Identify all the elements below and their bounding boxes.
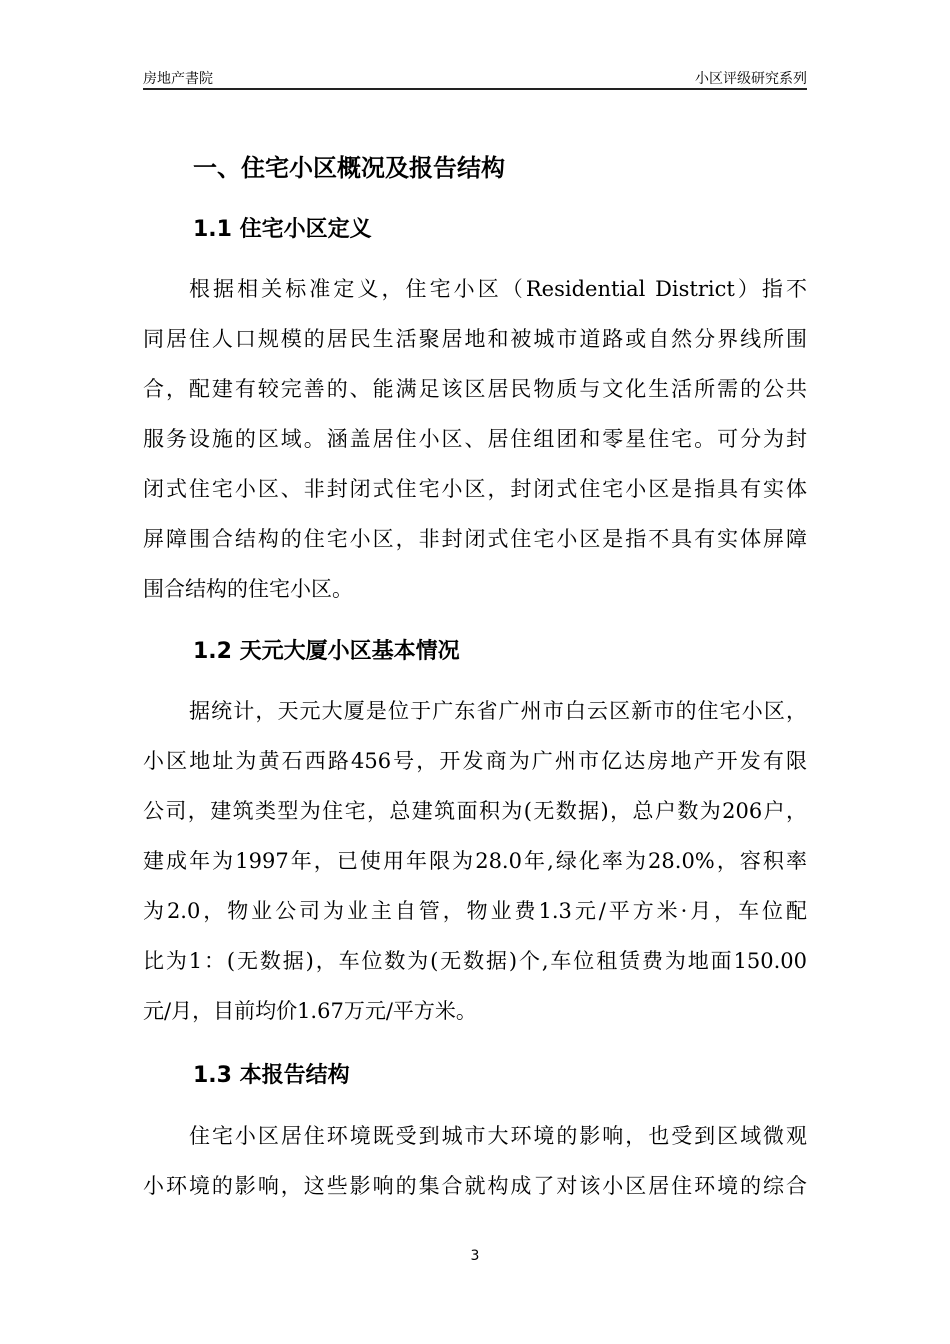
page-number: 3 xyxy=(470,1248,480,1264)
paragraph-line: 闭式住宅小区、非封闭式住宅小区，封闭式住宅小区是指具有实体 xyxy=(143,477,807,501)
paragraph-line: 小区地址为黄石西路456号，开发商为广州市亿达房地产开发有限 xyxy=(143,749,807,773)
paragraph-line: 同居住人口规模的居民生活聚居地和被城市道路或自然分界线所围 xyxy=(143,327,807,351)
paragraph-line: 围合结构的住宅小区。 xyxy=(143,577,353,601)
chapter-title: 一、住宅小区概况及报告结构 xyxy=(193,154,505,182)
paragraph-line: 根据相关标准定义，住宅小区（Residential District）指不 xyxy=(189,277,807,301)
section-heading-1-3: 1.3 本报告结构 xyxy=(193,1063,350,1088)
paragraph-line: 小环境的影响，这些影响的集合就构成了对该小区居住环境的综合 xyxy=(143,1174,807,1198)
header-right: 小区评级研究系列 xyxy=(695,71,807,87)
paragraph-line: 住宅小区居住环境既受到城市大环境的影响，也受到区域微观 xyxy=(189,1124,807,1148)
paragraph-line: 为2.0，物业公司为业主自管，物业费1.3元/平方米·月，车位配 xyxy=(143,899,807,923)
paragraph-line: 公司，建筑类型为住宅，总建筑面积为(无数据)，总户数为206户， xyxy=(143,799,807,823)
section-heading-1-2: 1.2 天元大厦小区基本情况 xyxy=(193,639,460,664)
paragraph-line: 服务设施的区域。涵盖居住小区、居住组团和零星住宅。可分为封 xyxy=(143,427,807,451)
header-left: 房地产書院 xyxy=(143,71,213,87)
paragraph-line: 合，配建有较完善的、能满足该区居民物质与文化生活所需的公共 xyxy=(143,377,807,401)
paragraph-line: 比为1：(无数据)，车位数为(无数据)个,车位租赁费为地面150.00 xyxy=(143,949,807,973)
paragraph-line: 建成年为1997年，已使用年限为28.0年,绿化率为28.0%，容积率 xyxy=(143,849,807,873)
paragraph-line: 元/月，目前均价1.67万元/平方米。 xyxy=(143,999,477,1023)
section-heading-1-1: 1.1 住宅小区定义 xyxy=(193,217,372,242)
paragraph-line: 据统计，天元大厦是位于广东省广州市白云区新市的住宅小区， xyxy=(189,699,807,723)
paragraph-line: 屏障围合结构的住宅小区，非封闭式住宅小区是指不具有实体屏障 xyxy=(143,527,807,551)
header-rule xyxy=(143,88,807,90)
